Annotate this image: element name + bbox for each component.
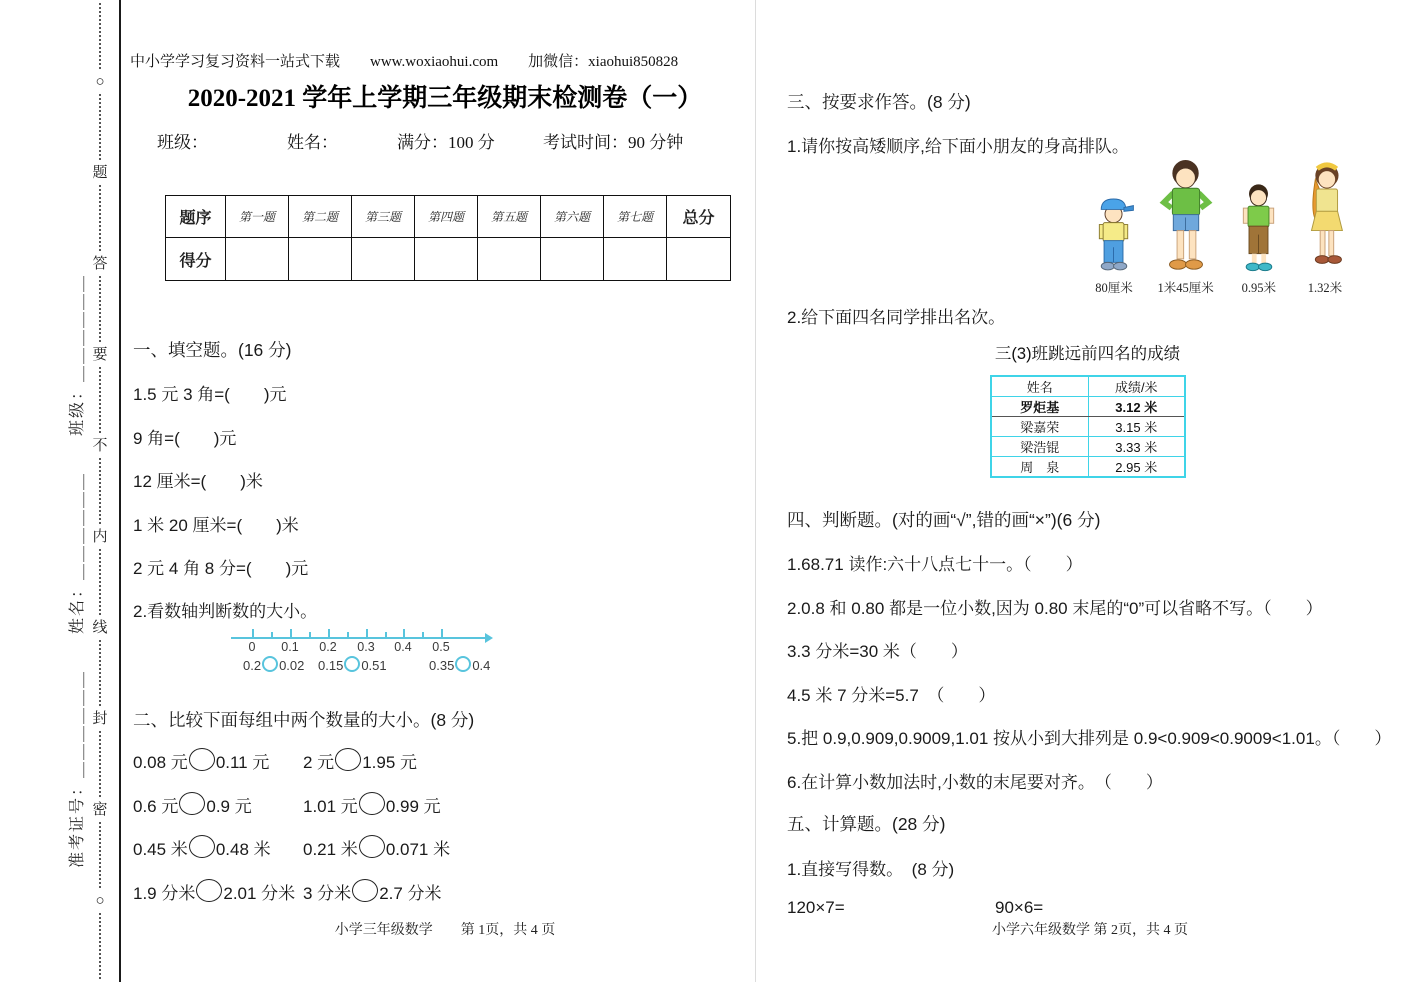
number-line xyxy=(225,620,510,682)
tick-minor xyxy=(271,632,273,638)
kid-figure-1 xyxy=(1088,193,1140,296)
full-score-label: 满分：100 分 xyxy=(397,133,495,152)
seal-dots xyxy=(99,913,101,979)
score-cell xyxy=(667,238,731,281)
judge-item: 5.把 0.9,0.909,0.9009,1.01 按从小到大排列是 0.9<0.909<0.9009<1.01。（ ） xyxy=(787,729,1392,748)
seal-dots xyxy=(99,94,101,160)
seal-char: 密 xyxy=(92,801,108,818)
children-height-illustration xyxy=(1088,156,1358,296)
fill-item: 2 元 4 角 8 分=( )元 xyxy=(133,559,309,578)
jump-table-title: 三(3)班跳远前四名的成绩 xyxy=(994,345,1181,363)
compare-pair: 1.01 元 0.99 元 xyxy=(303,792,441,817)
seal-dots xyxy=(99,549,101,615)
score-cell xyxy=(478,238,541,281)
score-col: 第五题 xyxy=(478,196,541,238)
seal-char: ○ xyxy=(95,892,105,909)
score-col: 第三题 xyxy=(352,196,415,238)
seal-char: 答 xyxy=(92,255,108,272)
score-cell xyxy=(604,238,667,281)
seal-dots xyxy=(99,731,101,797)
jump-row-score: 2.95 米 xyxy=(1089,457,1185,478)
section3-q1: 1.请你按高矮顺序,给下面小朋友的身高排队。 xyxy=(787,137,1129,156)
fill-sub2: 2.看数轴判断数的大小。 xyxy=(133,602,318,621)
boy-blue-cap-illustration xyxy=(1088,193,1140,275)
seal-dots xyxy=(99,367,101,433)
jump-row-score: 3.15 米 xyxy=(1089,417,1185,437)
jump-row-score: 3.33 米 xyxy=(1089,437,1185,457)
kid-height-label: 0.95米 xyxy=(1241,281,1276,295)
exam-title: 2020-2021 学年上学期三年级期末检测卷（一） xyxy=(187,85,703,112)
tick-major xyxy=(441,629,443,638)
jump-row-name: 梁嘉荣 xyxy=(991,417,1089,437)
seal-dots xyxy=(99,822,101,888)
seal-char: 内 xyxy=(92,528,108,545)
section3-q2: 2.给下面四名同学排出名次。 xyxy=(787,308,1006,327)
boy-green-shirt-illustration xyxy=(1231,182,1286,275)
jump-row-name: 周 泉 xyxy=(991,457,1089,478)
score-cell xyxy=(352,238,415,281)
number-line-arrow-icon xyxy=(485,633,493,643)
jump-col-header: 成绩/米 xyxy=(1089,376,1185,397)
seal-dots xyxy=(99,640,101,706)
promo-header: 中小学学习复习资料一站式下载 www.woxiaohui.com 加微信：xiaohui850828 xyxy=(130,54,679,70)
score-table-corner: 题序 xyxy=(166,196,226,238)
compare-pair: 2 元 1.95 元 xyxy=(303,748,417,773)
seal-char: 题 xyxy=(92,164,108,181)
score-col: 第七题 xyxy=(604,196,667,238)
column-divider xyxy=(755,0,756,982)
footer-left: 小学三年级数学 第 1页，共 4 页 xyxy=(334,923,556,938)
seal-dots xyxy=(99,458,101,524)
kid-height-label: 1米45厘米 xyxy=(1157,281,1214,295)
girl-illustration xyxy=(1292,162,1358,275)
tick-major xyxy=(366,629,368,638)
judge-item: 1.68.71 读作:六十八点七十一。（ ） xyxy=(787,555,1083,574)
tick-label: 0.1 xyxy=(281,640,299,654)
numberline-compare-pair: 0.35 0.4 xyxy=(429,658,491,673)
tick-major xyxy=(252,629,254,638)
compare-circle-icon xyxy=(344,656,360,672)
compare-pair: 0.45 米 0.48 米 xyxy=(133,835,271,860)
tick-major xyxy=(290,629,292,638)
kid-height-label: 1.32米 xyxy=(1307,281,1343,295)
tall-boy-illustration xyxy=(1146,158,1226,275)
kid-figure-3 xyxy=(1231,182,1286,296)
compare-circle-icon xyxy=(359,835,385,858)
compare-circle-icon xyxy=(189,835,215,858)
judge-item: 6.在计算小数加法时,小数的末尾要对齐。 （ ） xyxy=(787,773,1163,792)
jump-row-name: 梁浩锟 xyxy=(991,437,1089,457)
seal-dots xyxy=(99,276,101,342)
section2-title: 二、比较下面每组中两个数量的大小。(8 分) xyxy=(133,710,475,730)
seal-char: 要 xyxy=(92,346,108,363)
calc-expr: 90×6= xyxy=(995,898,1044,917)
compare-pair: 0.21 米 0.071 米 xyxy=(303,835,450,860)
tick-minor xyxy=(309,632,311,638)
compare-pair: 3 分米 2.7 分米 xyxy=(303,879,442,904)
section5-sub1: 1.直接写得数。 (8 分) xyxy=(787,860,955,879)
jump-results xyxy=(955,340,1220,478)
compare-circle-icon xyxy=(189,748,215,771)
fill-item: 1 米 20 厘米=( )米 xyxy=(133,516,299,535)
score-row-label: 得分 xyxy=(166,238,226,281)
judge-item: 3.3 分米=30 米（ ） xyxy=(787,642,968,661)
compare-circle-icon xyxy=(196,879,222,902)
score-col: 第一题 xyxy=(226,196,289,238)
seal-char: 线 xyxy=(92,619,108,636)
page-border-line xyxy=(119,0,121,982)
compare-circle-icon xyxy=(335,748,361,771)
compare-pair: 1.9 分米 2.01 分米 xyxy=(133,879,295,904)
tick-minor xyxy=(385,632,387,638)
seal-dots xyxy=(99,3,101,69)
margin-student-info-text: 准考证号：＿＿＿＿＿＿ 姓名：＿＿＿＿＿＿ 班级：＿＿＿＿＿＿ xyxy=(69,273,86,868)
section3-title: 三、按要求作答。(8 分) xyxy=(787,92,971,112)
margin-student-info xyxy=(64,274,87,868)
score-table xyxy=(165,195,731,281)
tick-label: 0.2 xyxy=(319,640,337,654)
section1-title: 一、填空题。(16 分) xyxy=(133,340,292,360)
compare-circle-icon xyxy=(455,656,471,672)
tick-major xyxy=(328,629,330,638)
fill-item: 12 厘米=( )米 xyxy=(133,472,263,491)
seal-line xyxy=(92,0,108,982)
tick-minor xyxy=(422,632,424,638)
name-label: 姓名： xyxy=(287,133,338,152)
tick-label: 0.4 xyxy=(394,640,412,654)
score-col: 第二题 xyxy=(289,196,352,238)
score-col: 第四题 xyxy=(415,196,478,238)
tick-minor xyxy=(347,632,349,638)
seal-char: 不 xyxy=(92,437,108,454)
seal-char: 封 xyxy=(92,710,108,727)
section5-title: 五、计算题。(28 分) xyxy=(787,814,946,834)
score-total: 总分 xyxy=(667,196,731,238)
kid-height-label: 80厘米 xyxy=(1095,281,1133,295)
compare-circle-icon xyxy=(359,792,385,815)
jump-table xyxy=(990,375,1186,478)
compare-pair: 0.08 元 0.11 元 xyxy=(133,748,269,773)
numberline-compare-pair: 0.15 0.51 xyxy=(318,658,387,673)
footer-right: 小学六年级数学 第 2页，共 4 页 xyxy=(992,923,1188,938)
compare-pair: 0.6 元 0.9 元 xyxy=(133,792,252,817)
kid-figure-4 xyxy=(1292,162,1358,296)
jump-row-score: 3.12 米 xyxy=(1089,397,1185,417)
kid-figure-2 xyxy=(1146,158,1226,296)
compare-circle-icon xyxy=(352,879,378,902)
score-col: 第六题 xyxy=(541,196,604,238)
judge-item: 4.5 米 7 分米=5.7 （ ） xyxy=(787,686,996,705)
tick-label: 0.5 xyxy=(432,640,450,654)
calc-expr: 120×7= xyxy=(787,898,845,917)
section4-title: 四、判断题。(对的画“√”,错的画“×”)(6 分) xyxy=(787,510,1101,530)
score-cell xyxy=(226,238,289,281)
fill-item: 9 角=( )元 xyxy=(133,429,237,448)
seal-char: ○ xyxy=(95,73,105,90)
number-line-axis xyxy=(231,637,487,639)
judge-item: 2.0.8 和 0.80 都是一位小数,因为 0.80 末尾的“0”可以省略不写。（ ） xyxy=(787,599,1323,618)
score-cell xyxy=(541,238,604,281)
fill-item: 1.5 元 3 角=( )元 xyxy=(133,385,287,404)
score-cell xyxy=(289,238,352,281)
jump-row-name: 罗炬基 xyxy=(991,397,1089,417)
tick-label: 0.3 xyxy=(357,640,375,654)
seal-dots xyxy=(99,185,101,251)
class-label: 班级： xyxy=(157,133,208,152)
jump-col-header: 姓名 xyxy=(991,376,1089,397)
score-cell xyxy=(415,238,478,281)
tick-label: 0 xyxy=(248,640,256,654)
numberline-compare-pair: 0.2 0.02 xyxy=(243,658,305,673)
tick-major xyxy=(403,629,405,638)
compare-circle-icon xyxy=(179,792,205,815)
compare-circle-icon xyxy=(262,656,278,672)
duration-label: 考试时间：90 分钟 xyxy=(543,133,684,152)
